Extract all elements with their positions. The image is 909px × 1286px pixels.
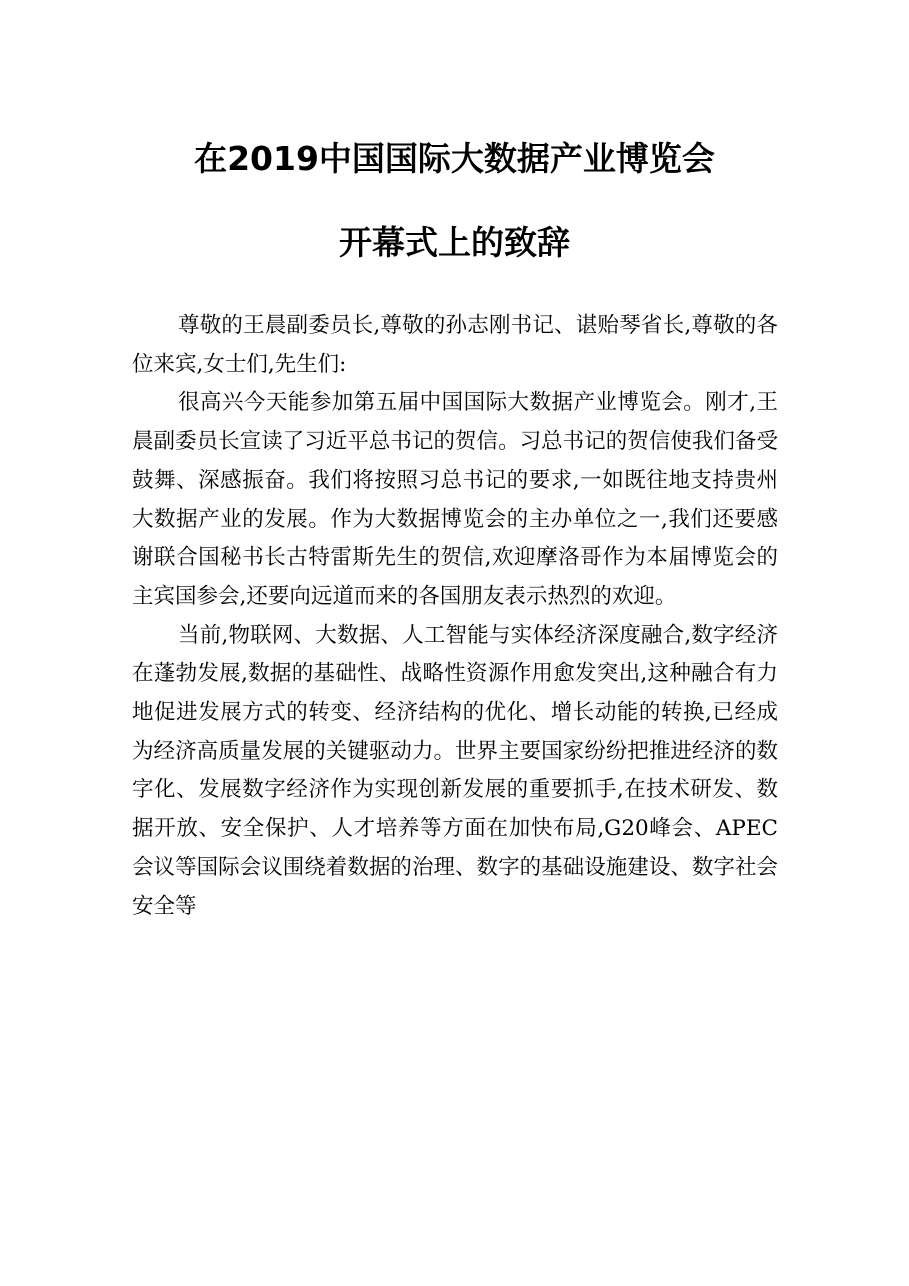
document-title-line-2: 开幕式上的致辞: [339, 223, 570, 262]
paragraph-opening: 很高兴今天能参加第五届中国国际大数据产业博览会。刚才,王晨副委员长宣读了习近平总书记的贺信。习总书记的贺信使我们备受鼓舞、深感振奋。我们将按照习总书记的要求,一如既往地支持贵州大数据产业的发展。作为大数据博览会的主办单位之一,我们还要感谢联合国秘书长古特雷斯先生的贺信,欢迎摩洛哥作为本届博览会的主宾国参会,还要向远道而来的各国朋友表示热烈的欢迎。: [132, 390, 778, 609]
paragraph-digital-economy: 当前,物联网、大数据、人工智能与实体经济深度融合,数字经济在蓬勃发展,数据的基础性、战略性资源作用愈发突出,这种融合有力地促进发展方式的转变、经济结构的优化、增长动能的转换,已经成为经济高质量发展的关键驱动力。世界主要国家纷纷把推进经济的数字化、发展数字经济作为实现创新发展的重要抓手,在技术研发、数据开放、安全保护、人才培养等方面在加快布局,G20峰会、APEC会议等国际会议围绕着数据的治理、数字的基础设施建设、数字社会安全等: [132, 622, 778, 919]
paragraph-salutation: 尊敬的王晨副委员长,尊敬的孙志刚书记、谌贻琴省长,尊敬的各位来宾,女士们,先生们:: [132, 313, 778, 377]
document-title-line-1: 在2019中国国际大数据产业博览会: [194, 139, 715, 178]
document-body: [132, 307, 778, 926]
